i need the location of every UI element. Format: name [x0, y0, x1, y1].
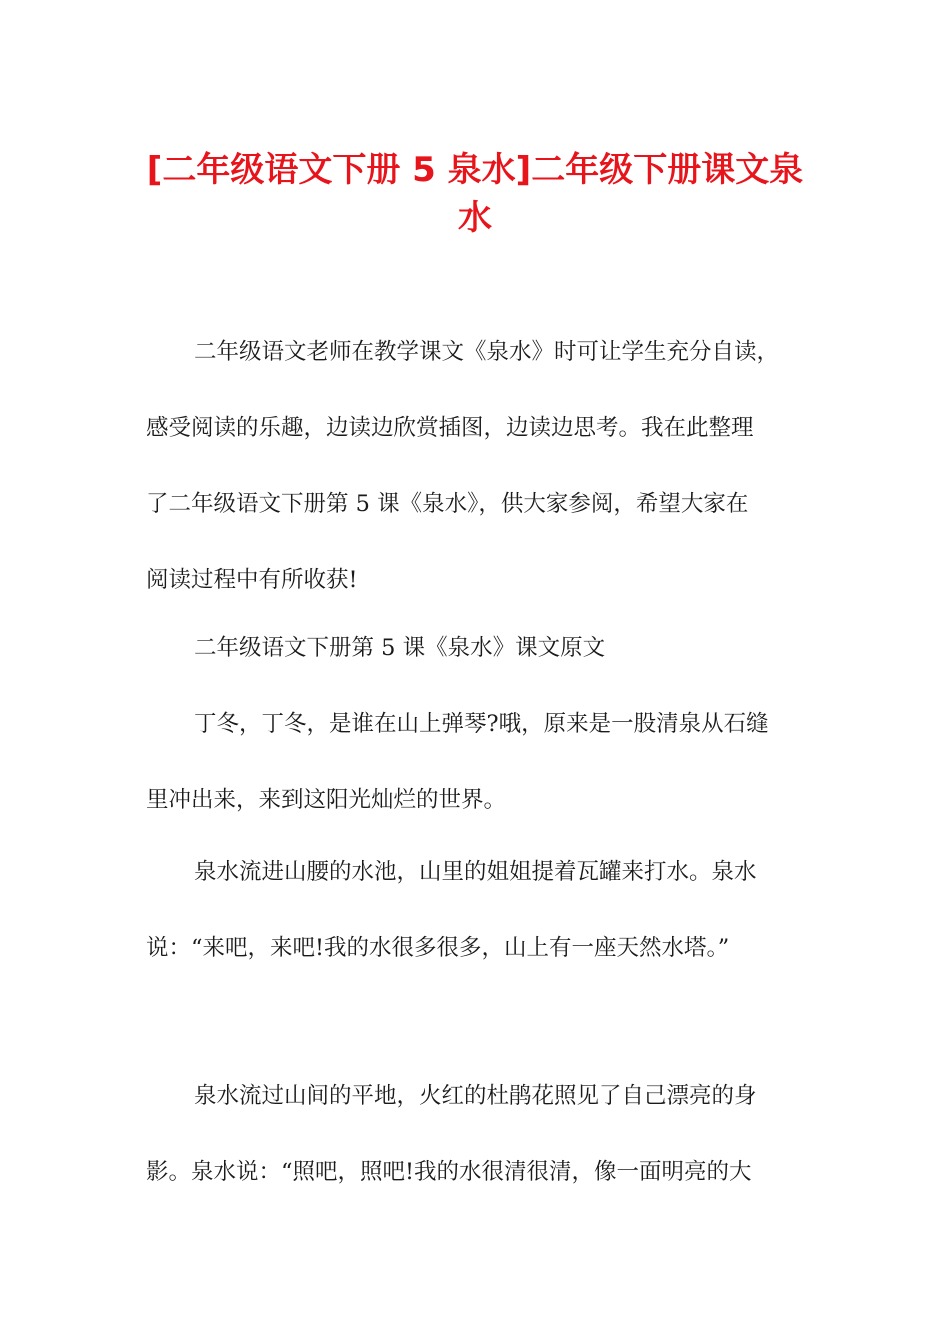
- title-line-2: 水: [458, 198, 492, 238]
- document-title: [140, 146, 810, 242]
- paragraph-line: 二年级语文下册第 5 课《泉水》课文原文: [194, 635, 606, 661]
- title-line-1: [二年级语文下册 5 泉水]二年级下册课文泉: [146, 150, 804, 190]
- paragraph-line: 感受阅读的乐趣，边读边欣赏插图，边读边思考。我在此整理: [146, 415, 754, 441]
- paragraph-line: 阅读过程中有所收获!: [146, 567, 358, 593]
- paragraph-intro: [146, 314, 806, 618]
- paragraph-line: 泉水流过山间的平地，火红的杜鹃花照见了自己漂亮的身: [194, 1083, 757, 1109]
- paragraph-line: 了二年级语文下册第 5 课《泉水》，供大家参阅，希望大家在: [146, 491, 749, 517]
- paragraph-line: 丁冬，丁冬，是谁在山上弹琴?哦，原来是一股清泉从石缝: [194, 711, 769, 737]
- paragraph-text-3: [146, 1058, 806, 1210]
- paragraph-line: 影。泉水说：“照吧，照吧!我的水很清很清，像一面明亮的大: [146, 1159, 752, 1185]
- paragraph-section-heading: [146, 610, 806, 686]
- paragraph-text-1: [146, 686, 806, 838]
- paragraph-line: 二年级语文老师在教学课文《泉水》时可让学生充分自读，: [194, 339, 780, 365]
- paragraph-line: 泉水流进山腰的水池，山里的姐姐提着瓦罐来打水。泉水: [194, 859, 757, 885]
- paragraph-line: 说：“来吧，来吧!我的水很多很多，山上有一座天然水塔。”: [146, 935, 730, 961]
- paragraph-text-2: [146, 834, 806, 986]
- paragraph-line: 里冲出来，来到这阳光灿烂的世界。: [146, 787, 507, 813]
